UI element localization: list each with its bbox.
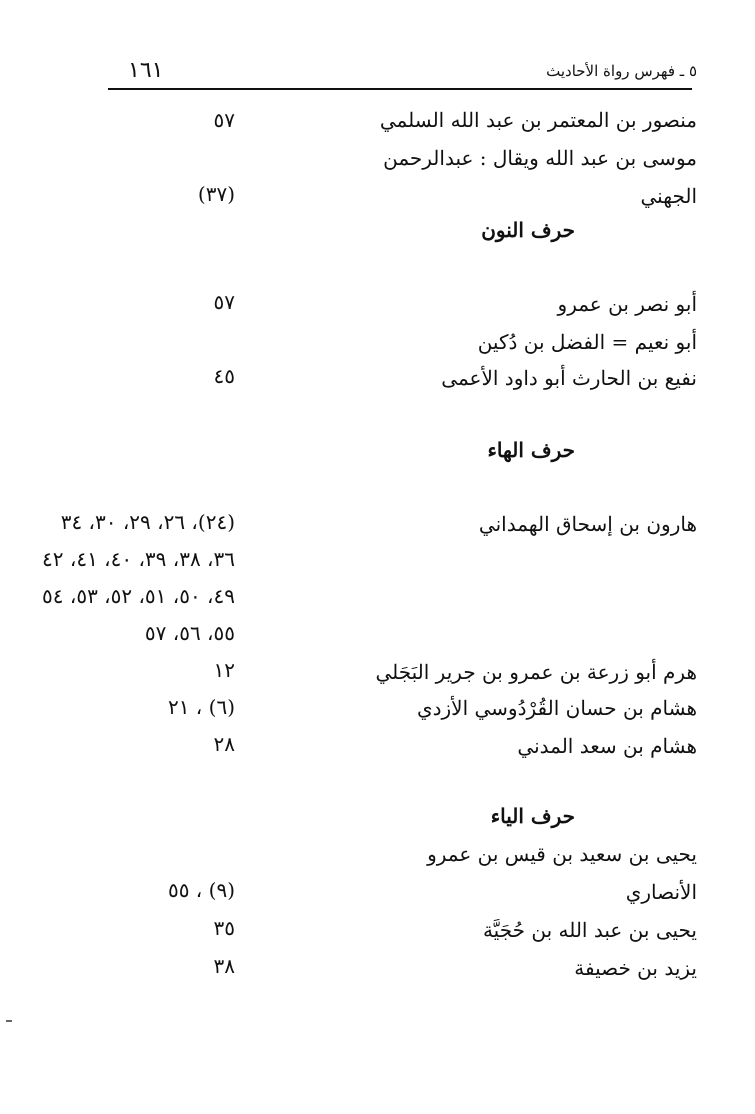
entry-ref: (٢٤)، ٢٦، ٢٩، ٣٠، ٣٤ [60, 510, 235, 534]
entry-ref: (٦) ، ٢١ [167, 695, 235, 719]
entry-ref: ٥٧ [213, 290, 235, 314]
entry-ref: ٥٥، ٥٦، ٥٧ [144, 621, 235, 645]
entry-ref: (٣٧) [197, 182, 235, 206]
entry-name: هشام بن سعد المدني [517, 734, 697, 758]
entry-name: موسى بن عبد الله ويقال : عبدالرحمن [383, 146, 697, 170]
scan-mark [6, 1020, 12, 1022]
entry-ref: ٣٨ [213, 954, 235, 978]
section-title: حرف الياء [490, 804, 575, 828]
section-title: حرف النون [481, 218, 575, 242]
entry-name: الجهني [640, 184, 697, 208]
entry-name: منصور بن المعتمر بن عبد الله السلمي [379, 108, 697, 132]
entry-ref: ٣٦، ٣٨، ٣٩، ٤٠، ٤١، ٤٢ [42, 547, 235, 571]
entry-name: يحيى بن عبد الله بن حُجَيَّة [482, 918, 697, 942]
entry-name: يحيى بن سعيد بن قيس بن عمرو [427, 842, 697, 866]
entry-name: نفيع بن الحارث أبو داود الأعمى [441, 366, 697, 390]
header-rule [108, 88, 692, 90]
entry-ref: ٣٥ [213, 916, 235, 940]
entry-name: هرم أبو زرعة بن عمرو بن جرير البَجَلي [375, 660, 697, 684]
entry-name: أبو نعيم = الفضل بن دُكين [477, 330, 697, 354]
entry-name: أبو نصر بن عمرو [557, 292, 697, 316]
page-number: ١٦١ [128, 58, 164, 83]
running-head: ٥ ـ فهرس رواة الأحاديث [546, 62, 697, 80]
entry-name: يزيد بن خصيفة [574, 956, 697, 980]
entry-ref: (٩) ، ٥٥ [167, 878, 235, 902]
entry-ref: ٤٩، ٥٠، ٥١، ٥٢، ٥٣، ٥٤ [42, 584, 235, 608]
entry-name: هارون بن إسحاق الهمداني [478, 512, 697, 536]
section-title: حرف الهاء [487, 438, 575, 462]
entry-ref: ١٢ [213, 658, 235, 682]
entry-name: الأنصاري [625, 880, 697, 904]
entry-ref: ٥٧ [213, 108, 235, 132]
entry-name: هشام بن حسان القُرْدُوسي الأزدي [416, 696, 697, 720]
entry-ref: ٢٨ [213, 732, 235, 756]
entry-ref: ٤٥ [213, 364, 235, 388]
